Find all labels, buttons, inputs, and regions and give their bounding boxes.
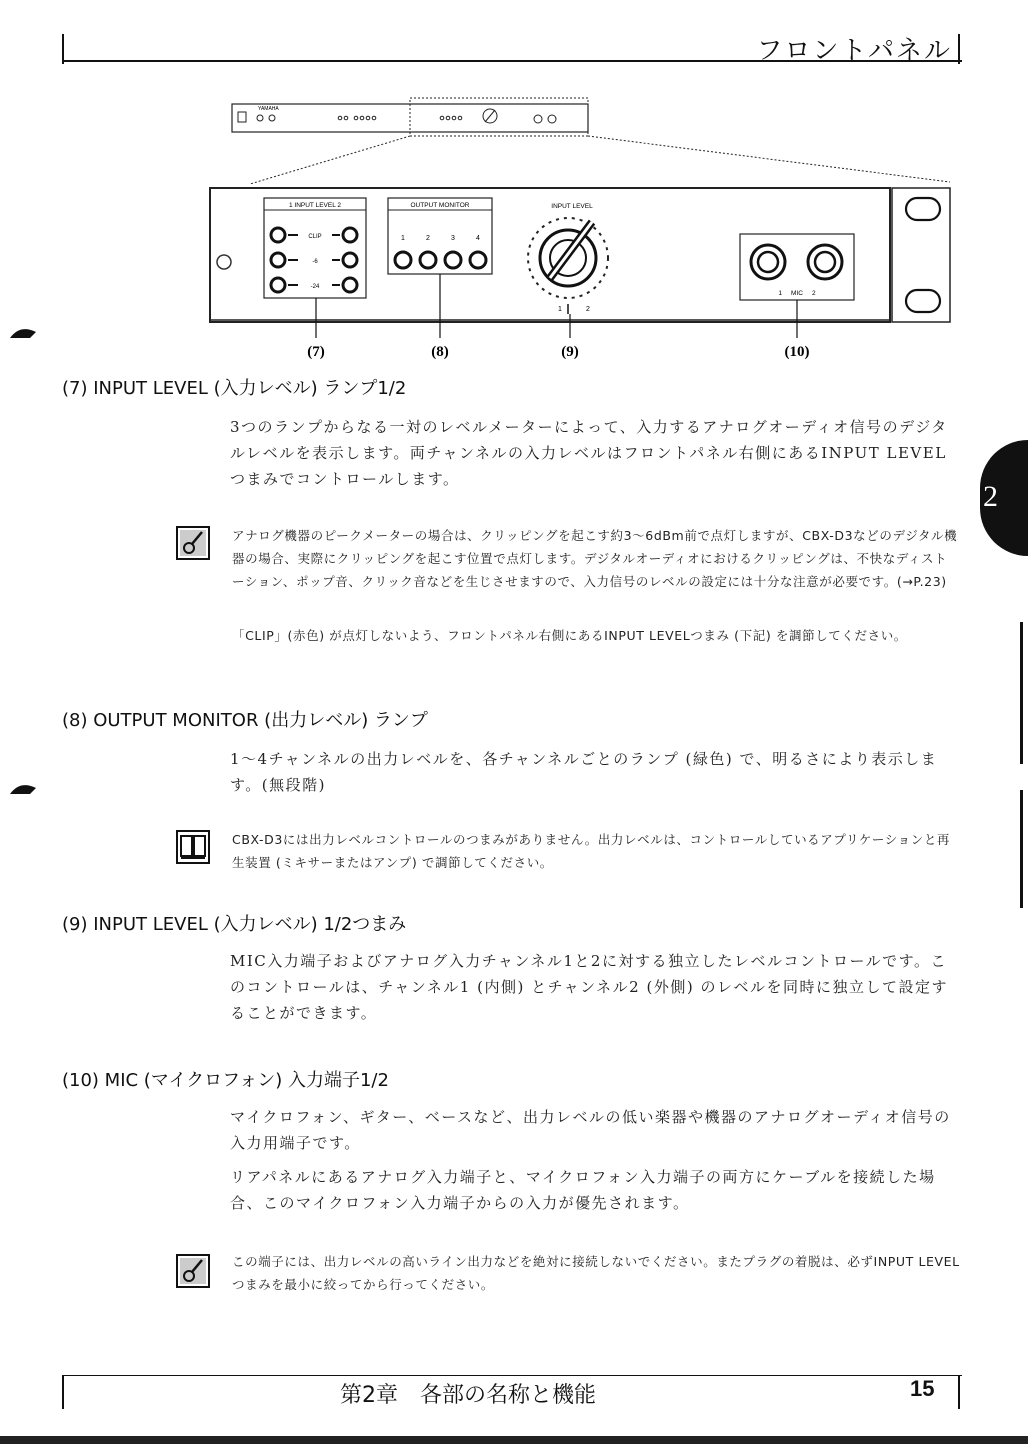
footer-left-tick bbox=[62, 1375, 64, 1409]
right-edge-line bbox=[1020, 622, 1023, 764]
input-level-knob bbox=[528, 203, 608, 314]
output-monitor-group bbox=[388, 198, 492, 274]
margin-arrow-mark bbox=[10, 780, 36, 794]
section-10-body-2: リアパネルにあるアナログ入力端子と、マイクロフォン入力端子の両方にケーブルを接続した場合、このマイクロフォン入力端子からの入力が優先されます。 bbox=[230, 1168, 936, 1212]
mic-label: 1 MIC 2 bbox=[778, 290, 816, 297]
knob-channel-2: 2 bbox=[586, 306, 590, 313]
meter-label-clip: CLIP bbox=[308, 234, 322, 240]
knob-title: INPUT LEVEL bbox=[551, 203, 593, 210]
callout-8: (8) bbox=[431, 344, 449, 360]
section-7-heading: (7) INPUT LEVEL (入力レベル) ランプ1/2 bbox=[62, 378, 407, 399]
section-10-note-1: この端子には、出力レベルの高いライン出力などを絶対に接続しないでください。またプラグの着脱は、必ずINPUT LEVELつまみを最小に絞ってから行ってください。 bbox=[232, 1254, 960, 1292]
page-number: 15 bbox=[910, 1376, 935, 1401]
note-book-icon bbox=[176, 830, 210, 864]
power-indicator-circle bbox=[217, 255, 231, 269]
section-8-heading: (8) OUTPUT MONITOR (出力レベル) ランプ bbox=[62, 710, 428, 731]
bottom-scan-bar bbox=[0, 1436, 1028, 1444]
callout-7: (7) bbox=[307, 344, 325, 360]
output-monitor-title: OUTPUT MONITOR bbox=[410, 202, 470, 209]
note-pencil-icon bbox=[176, 526, 210, 560]
callout-9: (9) bbox=[561, 344, 579, 360]
section-8-body: 1〜4チャンネルの出力レベルを、各チャンネルごとのランプ (緑色) で、明るさにより表示します。(無段階) bbox=[230, 750, 938, 794]
callout-10: (10) bbox=[784, 344, 810, 360]
section-8-note-1: CBX-D3には出力レベルコントロールのつまみがありません。出力レベルは、コントロールしているアプリケーションと再生装置 (ミキサーまたはアンプ) で調節してください。 bbox=[232, 832, 951, 870]
note-pencil-icon bbox=[176, 1254, 210, 1288]
section-7-body: 3つのランプからなる一対のレベルメーターによって、入力するアナログオーディオ信号のデジタルレベルを表示します。両チャンネルの入力レベルはフロントパネル右側にあるINPUT LEVELつまみでコントロールします。 bbox=[230, 418, 948, 488]
mic-jacks-group bbox=[740, 234, 854, 300]
section-7-note-2: 「CLIP」(赤色) が点灯しないよう、フロントパネル右側にあるINPUT LEVELつまみ (下記) を調節してください。 bbox=[232, 628, 907, 643]
input-level-meter-group bbox=[264, 198, 366, 298]
input-level-group-title: 1 INPUT LEVEL 2 bbox=[288, 202, 342, 209]
output-channel-2: 2 bbox=[426, 235, 430, 242]
section-9-body: MIC入力端子およびアナログ入力チャンネル1と2に対する独立したレベルコントロールです。このコントロールは、チャンネル1 (内側) とチャンネル2 (外側) のレベルを同時に独立して設定することができます。 bbox=[230, 952, 948, 1022]
section-10-body: マイクロフォン、ギター、ベースなど、出力レベルの低い楽器や機器のアナログオーディオ信号の入力用端子です。 bbox=[230, 1108, 951, 1152]
meter-label-minus24: -24 bbox=[310, 284, 320, 290]
output-channel-4: 4 bbox=[476, 235, 480, 242]
front-panel-illustration bbox=[190, 92, 970, 368]
right-edge-line bbox=[1020, 790, 1023, 908]
section-10-heading: (10) MIC (マイクロフォン) 入力端子1/2 bbox=[62, 1070, 389, 1091]
section-7-note-1: アナログ機器のピークメーターの場合は、クリッピングを起こす約3〜6dBm前で点灯しますが、CBX-D3などのデジタル機器の場合、実際にクリッピングを起こす位置で点灯します。デジタルオーディオにおけるクリッピングは、不快なディストーション、ポップ音、クリック音などを生じさせますので、入力信号のレベルの設定には十分な注意が必要です。(→P.23) bbox=[232, 528, 958, 589]
page-header-title: フロントパネル bbox=[756, 36, 952, 66]
meter-label-minus6: -6 bbox=[312, 259, 318, 265]
chapter-tab-number: 2 bbox=[983, 480, 998, 513]
output-channel-3: 3 bbox=[451, 235, 455, 242]
margin-arrow-mark bbox=[10, 324, 36, 338]
knob-channel-1: 1 bbox=[558, 306, 562, 313]
panel-overview bbox=[232, 98, 950, 184]
front-panel-diagram bbox=[190, 92, 970, 368]
section-9-heading: (9) INPUT LEVEL (入力レベル) 1/2つまみ bbox=[62, 914, 407, 935]
footer-rule bbox=[62, 1375, 962, 1376]
overview-brand: YAMAHA bbox=[258, 106, 279, 112]
output-channel-1: 1 bbox=[401, 235, 405, 242]
footer-chapter-title: 第2章 各部の名称と機能 bbox=[340, 1383, 596, 1408]
footer-right-tick bbox=[958, 1375, 960, 1409]
